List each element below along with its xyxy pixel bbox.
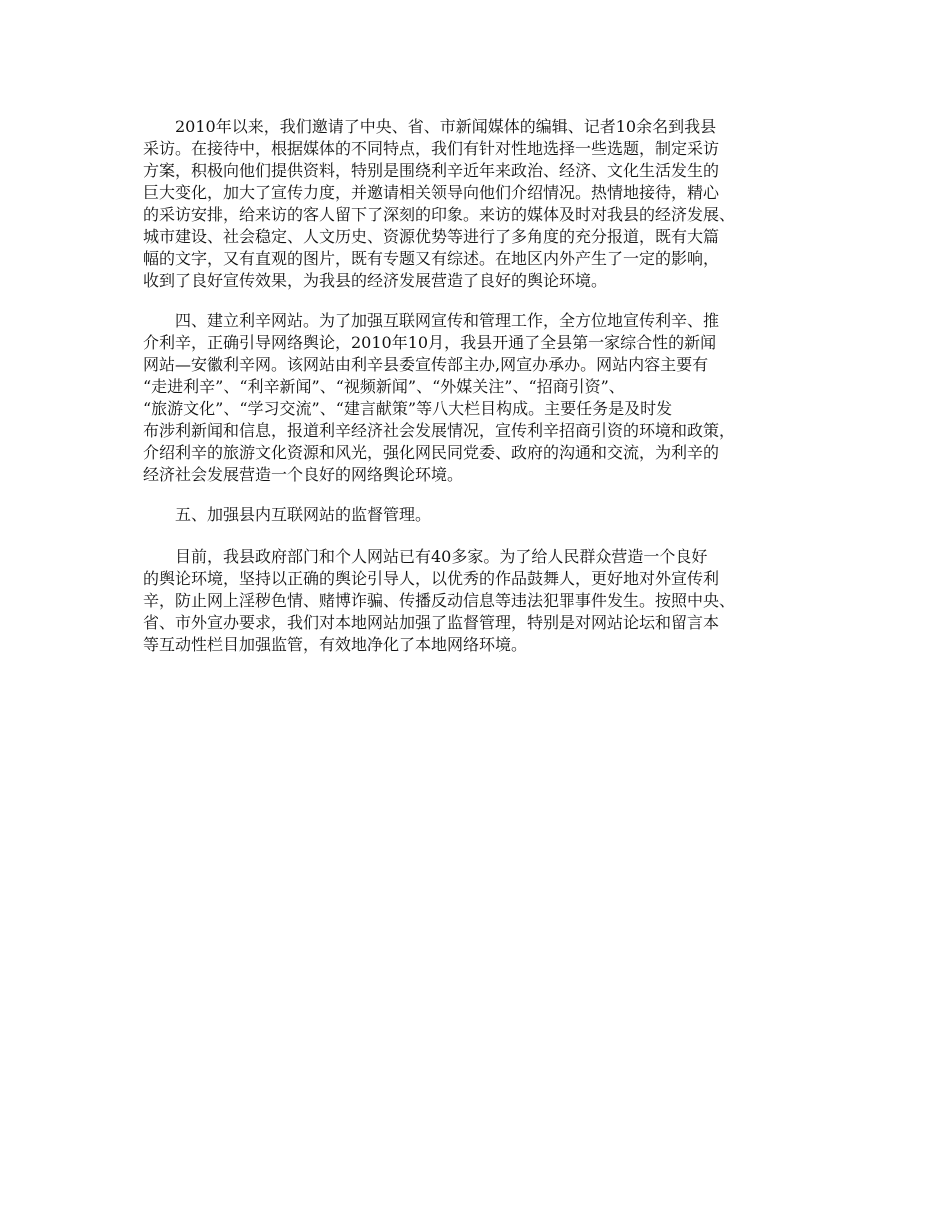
text-line: 的舆论环境，坚持以正确的舆论引导人，以优秀的作品鼓舞人，更好地对外宣传利	[143, 569, 720, 588]
paragraph-media-interviews	[143, 116, 823, 292]
text-line: “旅游文化”、“学习交流”、“建言献策”等八大栏目构成。主要任务是及时发	[143, 399, 673, 418]
text-line: 城市建设、社会稳定、人文历史、资源优势等进行了多角度的充分报道，既有大篇	[143, 227, 720, 246]
document-body	[143, 116, 823, 674]
text-line: 收到了良好宣传效果，为我县的经济发展营造了良好的舆论环境。	[143, 271, 608, 290]
text-line: “走进利辛”、“利辛新闻”、“视频新闻”、“外媒关注”、“招商引资”、	[143, 377, 625, 396]
text-line: 目前，我县政府部门和个人网站已有40多家。为了给人民群众营造一个良好	[175, 547, 708, 566]
text-line: 介利辛，正确引导网络舆论，2010年10月，我县开通了全县第一家综合性的新闻	[143, 333, 717, 352]
paragraph-website	[143, 310, 823, 486]
text-line: 省、市外宣办要求，我们对本地网站加强了监督管理，特别是对网站论坛和留言本	[143, 613, 720, 632]
text-line: 经济社会发展营造一个良好的网络舆论环境。	[143, 465, 464, 484]
text-line: 巨大变化，加大了宣传力度，并邀请相关领导向他们介绍情况。热情地接待，精心	[143, 183, 720, 202]
section-heading	[143, 504, 823, 526]
text-line: 的采访安排，给来访的客人留下了深刻的印象。来访的媒体及时对我县的经济发展、	[143, 205, 736, 224]
text-line: 采访。在接待中，根据媒体的不同特点，我们有针对性地选择一些选题，制定采访	[143, 139, 720, 158]
text-line: 介绍利辛的旅游文化资源和风光，强化网民同党委、政府的沟通和交流，为利辛的	[143, 443, 720, 462]
text-line: 方案，积极向他们提供资料，特别是围绕利辛近年来政治、经济、文化生活发生的	[143, 161, 720, 180]
paragraph-supervision	[143, 546, 823, 656]
text-line: 布涉利新闻和信息，报道利辛经济社会发展情况，宣传利辛招商引资的环境和政策，	[143, 421, 736, 440]
text-line: 四、建立利辛网站。为了加强互联网宣传和管理工作，全方位地宣传利辛、推	[175, 311, 720, 330]
text-line: 网站—安徽利辛网。该网站由利辛县委宣传部主办,网宣办承办。网站内容主要有	[143, 355, 709, 374]
text-line: 等互动性栏目加强监管，有效地净化了本地网络环境。	[143, 635, 528, 654]
text-line: 2010年以来，我们邀请了中央、省、市新闻媒体的编辑、记者10余名到我县	[175, 117, 717, 136]
text-line: 辛，防止网上淫秽色情、赌博诈骗、传播反动信息等违法犯罪事件发生。按照中央、	[143, 591, 736, 610]
text-line: 幅的文字，又有直观的图片，既有专题又有综述。在地区内外产生了一定的影响，	[143, 249, 720, 268]
text-line: 五、加强县内互联网站的监督管理。	[175, 505, 432, 524]
